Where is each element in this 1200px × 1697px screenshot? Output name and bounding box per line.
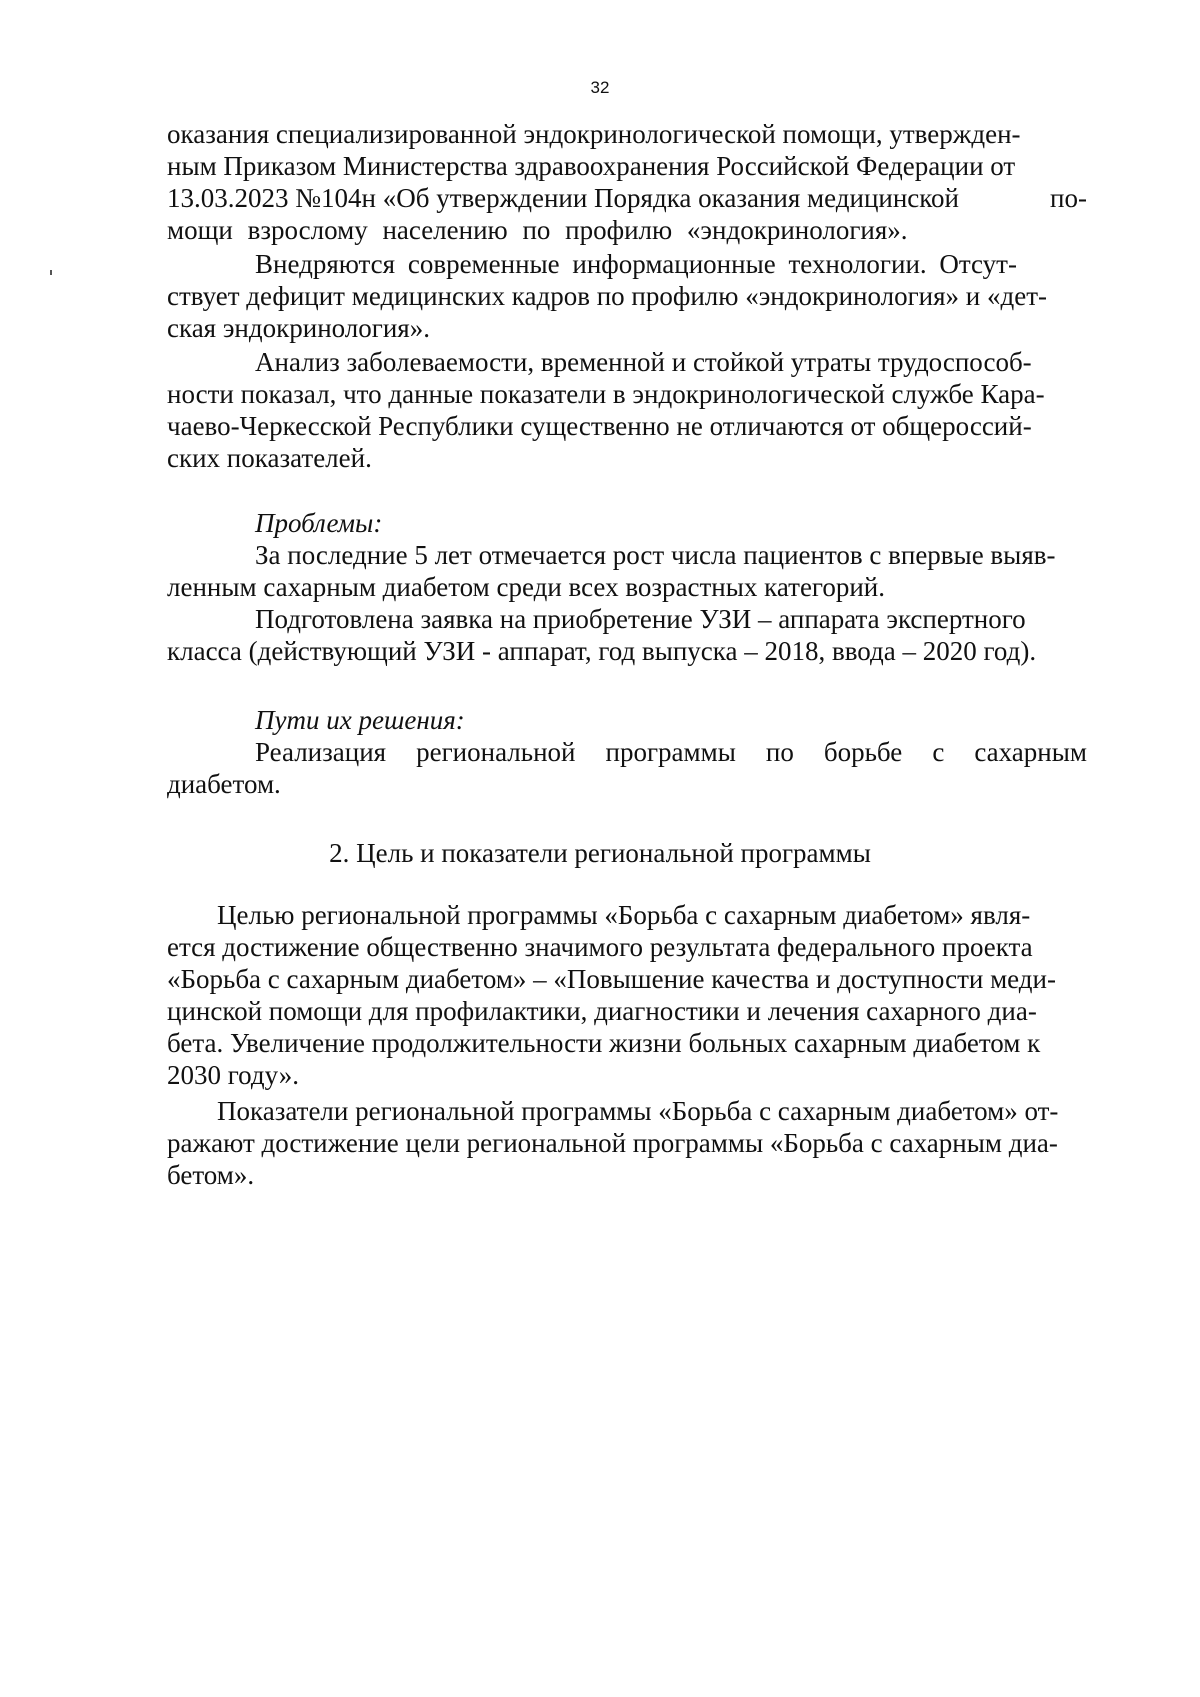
problems-p1-line-1: За последние 5 лет отмечается рост числа пациентов с впервые выяв- (255, 540, 1056, 570)
analysis-line-3: чаево-Черкесской Республики существенно не отличаются от общероссий- (167, 411, 1032, 441)
solutions-word: с (932, 737, 945, 767)
goal-line-1: Целью региональной программы «Борьба с сахарным диабетом» явля- (217, 900, 1031, 930)
page-number: 32 (590, 78, 610, 97)
solutions-title: Пути их решения: (255, 705, 465, 735)
problems-p1-line-2: ленным сахарным диабетом среди всех возрастных категорий. (167, 572, 885, 602)
section-heading: 2. Цель и показатели региональной программы (329, 838, 871, 868)
solutions-word: борьбе (823, 737, 903, 767)
solutions-word: региональной (416, 737, 576, 767)
intro-line-3 (167, 182, 1087, 214)
analysis-line-1: Анализ заболеваемости, временной и стойкой утраты трудоспособ- (255, 347, 1032, 377)
problems-p2-line-1: Подготовлена заявка на приобретение УЗИ – аппарата экспертного (255, 604, 1026, 634)
intro-line-3-right: по- (1050, 183, 1087, 213)
solutions-line-1 (167, 736, 1087, 768)
solutions-word: программы (605, 737, 736, 767)
indicators-paragraph (167, 1095, 1087, 1191)
problems-title: Проблемы: (255, 508, 383, 538)
solutions-word: Реализация (255, 737, 387, 767)
intro-line-1: оказания специализированной эндокринологической помощи, утвержден- (167, 119, 1021, 149)
indicators-line-1: Показатели региональной программы «Борьба с сахарным диабетом» от- (217, 1096, 1059, 1126)
intro-line-3-left: 13.03.2023 №104н «Об утверждении Порядка оказания медицинской (167, 183, 959, 213)
solutions-line-2: диабетом. (167, 769, 281, 799)
problems-section (167, 507, 1087, 667)
goal-paragraph (167, 899, 1087, 1091)
analysis-paragraph (167, 346, 1087, 474)
solutions-word: сахарным (974, 737, 1087, 767)
analysis-line-2: ности показал, что данные показатели в эндокринологической службе Кара- (167, 379, 1045, 409)
goal-line-6: 2030 году». (167, 1060, 300, 1090)
analysis-line-4: ских показателей. (167, 443, 372, 473)
problems-p2-line-2: класса (действующий УЗИ - аппарат, год выпуска – 2018, ввода – 2020 год). (167, 636, 1037, 666)
intro-paragraph (167, 118, 1087, 246)
tech-line-2: ствует дефицит медицинских кадров по профилю «эндокринология» и «дет- (167, 281, 1048, 311)
goal-line-5: бета. Увеличение продолжительности жизни больных сахарным диабетом к (167, 1028, 1041, 1058)
intro-line-2: ным Приказом Министерства здравоохранения Российской Федерации от (167, 151, 1016, 181)
indicators-line-2: ражают достижение цели региональной программы «Борьба с сахарным диа- (167, 1128, 1058, 1158)
goal-line-4: цинской помощи для профилактики, диагностики и лечения сахарного диа- (167, 996, 1037, 1026)
indicators-line-3: бетом». (167, 1160, 255, 1190)
intro-line-4: мощи взрослому населению по профилю «эндокринология». (167, 215, 908, 245)
scan-artifact (50, 270, 52, 275)
goal-line-2: ется достижение общественно значимого результата федерального проекта (167, 932, 1033, 962)
solutions-word: по (765, 737, 794, 767)
tech-line-1: Внедряются современные информационные технологии. Отсут- (255, 249, 1017, 279)
tech-paragraph (167, 248, 1087, 344)
tech-line-3: ская эндокринология». (167, 313, 430, 343)
solutions-section (167, 704, 1087, 800)
goal-line-3: «Борьба с сахарным диабетом» – «Повышение качества и доступности меди- (167, 964, 1056, 994)
